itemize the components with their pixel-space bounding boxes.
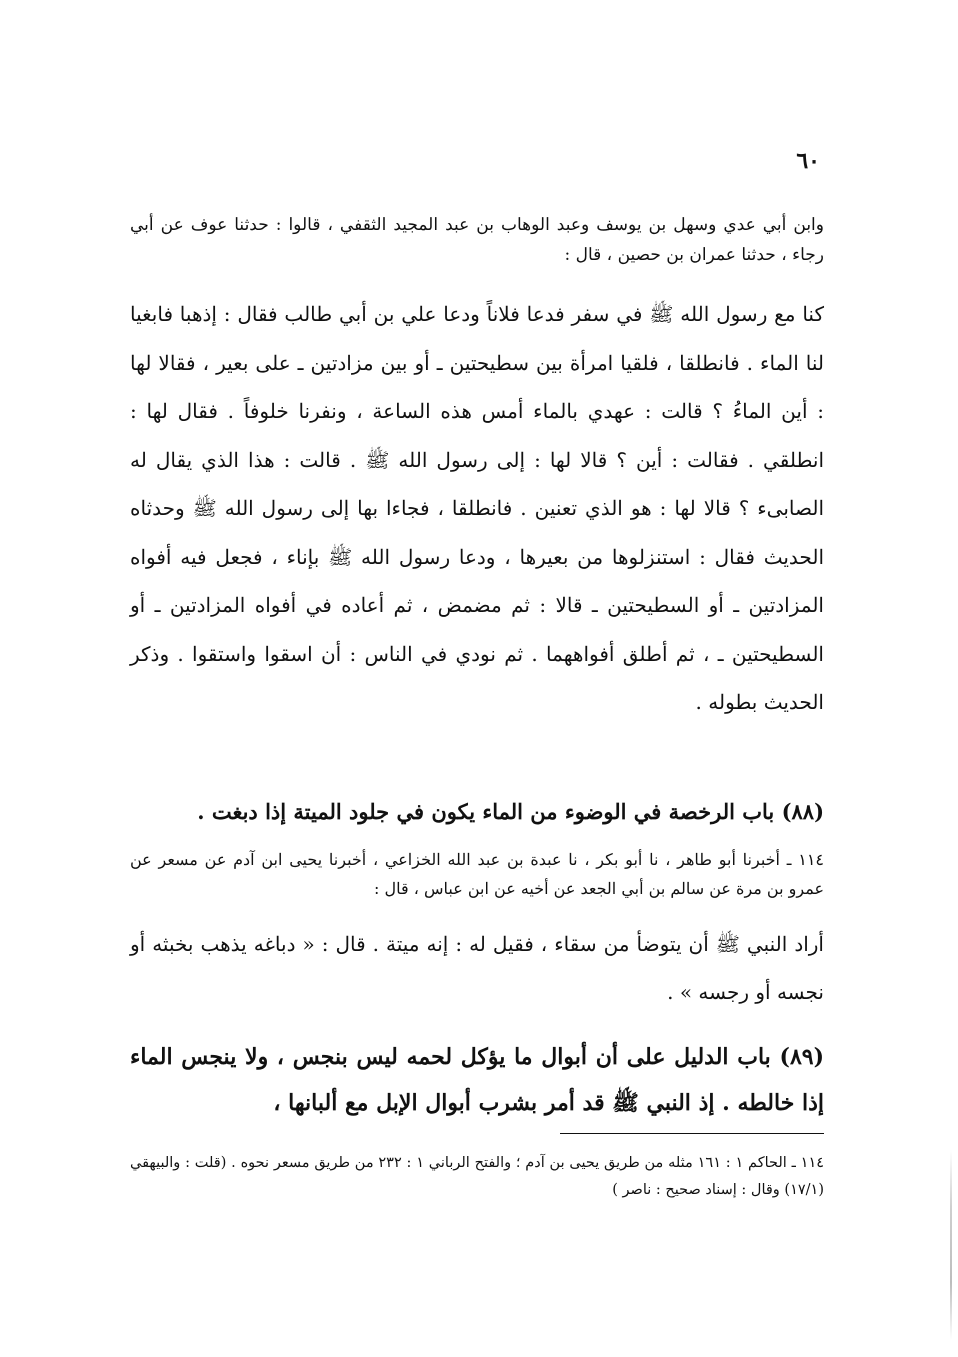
footnote-divider	[560, 1133, 824, 1134]
hadith-text: كنا مع رسول الله ﷺ في سفر فدعا فلاناً ودعا علي بن أبي طالب فقال : إذهبا فابغيا لنا الماء . فانطلقا ، فلقيا امرأة بين سطيحتين ـ أو بين مزادتين ـ على بعير ، فقالا لها : أين الماءُ ؟ قالت : عهدي بالماء أمس هذه الساعة ، ونفرنا خلوفاً . فقال لها : انطلقي . فقالت : أين ؟ قالا لها : إلى رسول الله ﷺ . قالت : هذا الذي يقال له الصابىء ؟ قالا لها : هو الذي تعنين . فانطلقا ، فجاءا بها إلى رسول الله ﷺ وحدثاه الحديث فقال : استنزلوها من بعيرها ، ودعا رسول الله ﷺ بإناء ، فجعل فيه أفواه المزادتين ـ أو السطيحتين ـ قالا : ثم مضمض ، ثم أعاده في أفواه المزادتين ـ أو السطيحتين ـ ، ثم أطلق أفواههما . ثم نودي في الناس : أن اسقوا واستقوا . وذكر الحديث بطوله .	[130, 302, 824, 714]
chapter-88-heading: (٨٨) باب الرخصة في الوضوء من الماء يكون في جلود الميتة إذا دبغت .	[197, 799, 824, 824]
footnote-text: ١١٤ ـ الحاكم ١ : ١٦١ مثله من طريق يحيى بن آدم ؛ والفتح الرباني ١ : ٢٣٢ من طريق مسعر نحوه . (قلت : والبيهقي (١٧/١) وقال : إسناد صحيح : ناصر )	[130, 1155, 825, 1198]
page-number: ٦٠	[796, 148, 820, 174]
chapter-89-heading: (٨٩) باب الدليل على أن أبوال ما يؤكل لحمه ليس بنجس ، ولا ينجس الماء إذا خالطه . إذ النبي ﷺ قد أمر بشرب أبوال الإبل مع ألبانها ،	[130, 1044, 824, 1116]
hadith-114-matn: أراد النبي ﷺ أن يتوضأ من سقاء ، فقيل له : إنه ميتة . قال : « دباغه يذهب بخبثه أو نجسه أو رجسه » .	[130, 932, 824, 1004]
scan-edge-mark	[950, 1150, 952, 1340]
hadith-114-isnad: ١١٤ ـ أخبرنا أبو طاهر ، نا أبو بكر ، نا عبدة بن عبد الله الخزاعي ، أخبرنا يحيى ابن آدم عن مسعر عن عمرو بن مرة عن سالم بن أبي الجعد عن أخيه عن ابن عباس ، قال :	[130, 850, 824, 898]
isnad-chain-text: وابن أبي عدي وسهل بن يوسف وعبد الوهاب بن عبد المجيد الثقفي ، قالوا : حدثنا عوف عن أبي رجاء ، حدثنا عمران بن حصين ، قال :	[130, 215, 824, 265]
